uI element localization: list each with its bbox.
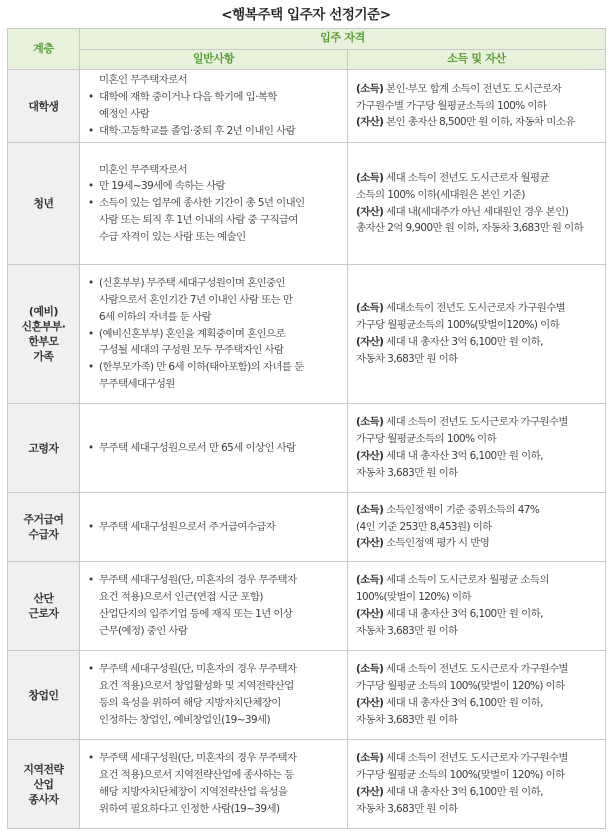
table-body [8, 70, 606, 829]
general-line: 요건 적용)으로서 지역전략산업에 종사하는 등 [99, 769, 294, 782]
income-assets-cell [348, 651, 606, 740]
general-line: 무주택세대구성원 [99, 377, 175, 390]
income-item [356, 300, 599, 334]
general-line: 근무(예정) 중인 사람 [99, 624, 188, 637]
category-label: 산업 [33, 777, 54, 791]
income-line [356, 801, 599, 818]
general-line: • 대학에 재학 중이거나 다음 학기에 입·복학 [99, 91, 277, 104]
category-label: 가족 [33, 350, 54, 363]
income-item [356, 334, 599, 368]
income-text: 세대 소득이 전년도 도시근로자 가구원수별 [386, 663, 568, 676]
general-cell [80, 70, 348, 143]
general-item [88, 661, 341, 728]
income-label: (자산) [356, 450, 384, 462]
category-cell [8, 651, 80, 740]
income-line [356, 114, 599, 131]
income-line [356, 767, 599, 784]
category-cell [8, 265, 80, 404]
income-label: (소득) [356, 82, 384, 95]
income-text: 세대 소득이 전년도 도시근로자 가구원수별 [386, 416, 568, 429]
general-line: • (한부모가족) 만 6세 이하(태아포함)의 자녀를 둔 [99, 361, 304, 374]
income-text: 세대 내(세대주가 아닌 세대원인 경우 본인) [386, 205, 569, 218]
income-line [356, 695, 599, 712]
income-assets-cell [348, 143, 606, 265]
general-item [88, 519, 341, 536]
income-text: 본인·부모 합계 소득이 전년도 도시근로자 [386, 82, 562, 95]
income-line [356, 678, 599, 695]
income-item [356, 535, 599, 552]
general-line: 예정인 사람 [99, 108, 150, 120]
income-text: 소득인정액 평가 시 반영 [386, 537, 490, 550]
income-line [356, 589, 599, 606]
category-label: 주거급여 [23, 513, 64, 526]
general-line: 미혼인 무주택자로서 [99, 163, 188, 176]
category-cell [8, 493, 80, 562]
general-cell [80, 265, 348, 404]
table-row [8, 143, 606, 265]
income-assets-cell [348, 562, 606, 651]
general-cell [80, 562, 348, 651]
table-row [8, 70, 606, 143]
income-line [356, 317, 599, 334]
category-label: (예비) [28, 305, 59, 318]
income-line [356, 502, 599, 519]
general-line: 사람 또는 퇴직 후 1년 이내의 사람 중 구직급여 [99, 213, 298, 226]
general-line: • 무주택 세대구성원(단, 미혼자의 경우 무주택자 [99, 574, 297, 587]
income-line [356, 431, 599, 448]
income-label: (소득) [356, 752, 384, 765]
income-label: (자산) [356, 786, 384, 798]
header-qualification: 입주 자격 [80, 29, 606, 50]
income-text: 세대 내 총자산 3억 6,100만 원 이하, [386, 450, 543, 462]
category-label: 산단 [33, 592, 54, 605]
income-text: 자동차 3,683만 원 이하 [356, 713, 458, 726]
income-label: (자산) [356, 608, 384, 620]
general-line: • (신혼부부) 무주택 세대구성원이며 혼인중인 [99, 277, 286, 290]
category-label: 지역전략 [23, 762, 64, 776]
income-text: 본인 총자산 8,500만 원 이하, 자동차 미소유 [386, 116, 575, 129]
income-item [356, 572, 599, 606]
income-text: 세대 내 총자산 3억 6,100만 원 이하, [386, 697, 543, 709]
general-item [88, 275, 341, 325]
general-item [88, 72, 341, 89]
table-row [8, 651, 606, 740]
income-line [356, 519, 599, 536]
general-line: • 소득이 있는 업무에 종사한 기간이 총 5년 이내인 [99, 197, 305, 210]
income-item [356, 695, 599, 729]
income-label: (소득) [356, 416, 384, 429]
category-cell [8, 562, 80, 651]
income-line [356, 187, 599, 204]
general-line: 사람으로서 혼인기간 7년 이내인 사람 또는 만 [99, 294, 293, 306]
general-item [88, 195, 341, 245]
general-item [88, 326, 341, 360]
income-line [356, 204, 599, 221]
income-label: (자산) [356, 116, 384, 129]
general-line: 위하여 필요하다고 인정한 사람(19~39세) [99, 802, 280, 815]
income-assets-cell [348, 404, 606, 493]
income-item [356, 114, 599, 131]
income-text: 소득인정액이 기준 중위소득의 47% [386, 503, 540, 516]
income-line [356, 623, 599, 640]
income-label: (소득) [356, 663, 384, 676]
income-text: 세대 소득이 전년도 도시근로자 월평균 [386, 171, 549, 184]
general-cell [80, 493, 348, 562]
general-cell [80, 740, 348, 829]
income-text: 자동차 3,683만 원 이하 [356, 466, 458, 479]
income-label: (소득) [356, 302, 384, 315]
category-cell [8, 740, 80, 829]
income-label: (자산) [356, 336, 384, 348]
income-item [356, 448, 599, 482]
general-line: • (예비신혼부부) 혼인을 계획중이며 혼인으로 [99, 327, 286, 340]
general-line: • 무주택 세대구성원으로서 주거급여수급자 [99, 520, 276, 533]
general-item [88, 572, 341, 639]
general-line: 6세 이하의 자녀를 둔 사람 [99, 310, 211, 323]
general-item [88, 162, 341, 179]
income-text: 세대 내 총자산 3억 6,100만 원 이하, [386, 336, 543, 348]
income-label: (자산) [356, 205, 384, 218]
general-line: 인정하는 창업인, 예비창업인(19~39세) [99, 713, 271, 726]
income-label: (자산) [356, 697, 384, 709]
income-line [356, 572, 599, 589]
income-text: 자동차 3,683만 원 이하 [356, 352, 458, 365]
income-line [356, 784, 599, 801]
general-cell [80, 143, 348, 265]
category-label: 신혼부부· [21, 320, 66, 333]
header-income-assets: 소득 및 자산 [348, 49, 606, 70]
income-line [356, 351, 599, 368]
category-label: 대학생 [28, 99, 59, 113]
income-item [356, 606, 599, 640]
category-label: 청년 [33, 197, 54, 210]
income-text: 100%(맞벌이 120%) 이하 [356, 591, 471, 604]
income-item [356, 204, 599, 238]
income-line [356, 712, 599, 729]
income-label: (소득) [356, 503, 384, 516]
category-label: 수급자 [28, 528, 59, 541]
general-cell [80, 404, 348, 493]
income-line [356, 465, 599, 482]
income-item [356, 414, 599, 448]
income-assets-cell [348, 70, 606, 143]
page-title: <행복주택 입주자 선정기준> [221, 7, 391, 23]
income-line [356, 414, 599, 431]
income-text: 세대 내 총자산 3억 6,100만 원 이하, [386, 786, 543, 798]
general-line: • 무주택 세대구성원으로서 만 65세 이상인 사람 [99, 441, 296, 454]
header-category: 계층 [8, 29, 80, 70]
table-row [8, 740, 606, 829]
general-line: 요건 적용)으로서 창업활성화 및 지역전략산업 [99, 680, 294, 693]
income-text: 세대소득이 전년도 도시근로자 가구원수별 [386, 302, 566, 315]
income-line [356, 81, 599, 98]
general-item [88, 123, 341, 140]
category-label: 창업인 [28, 688, 59, 702]
table-row [8, 493, 606, 562]
income-line [356, 661, 599, 678]
income-text: 가구원수별 가구당 월평균소득의 100% 이하 [356, 99, 547, 112]
income-text: 가구당 월평균 소득의 100%(맞벌이 120%) 이하 [356, 769, 565, 782]
table-row [8, 404, 606, 493]
income-text: 자동차 3,683만 원 이하 [356, 624, 458, 637]
income-text: (4인 기준 253만 8,453원) 이하 [356, 520, 492, 533]
income-line [356, 220, 599, 237]
general-line: • 무주택 세대구성원(단, 미혼자의 경우 무주택자 [99, 663, 297, 676]
category-label: 한부모 [28, 335, 59, 348]
income-text: 가구당 월평균소득의 100%(맞벌이120%) 이하 [356, 319, 560, 332]
header-general: 일반사항 [80, 49, 348, 70]
general-item [88, 178, 341, 195]
general-line: • 만 19세~39세에 속하는 사람 [99, 180, 226, 193]
income-line [356, 606, 599, 623]
income-line [356, 98, 599, 115]
general-line: 요건 적용)으로서 인근(연접 시군 포함) [99, 591, 263, 604]
table-row [8, 265, 606, 404]
income-text: 세대 소득이 도시근로자 월평균 소득의 [386, 574, 549, 587]
category-cell [8, 404, 80, 493]
criteria-table [7, 28, 606, 829]
income-text: 소득의 100% 이하(세대원은 본인 기준) [356, 188, 525, 201]
general-cell [80, 651, 348, 740]
category-cell [8, 70, 80, 143]
general-line: 미혼인 무주택자로서 [99, 74, 188, 87]
general-line: 수급 자격이 있는 사람 또는 예술인 [99, 230, 246, 243]
income-line [356, 170, 599, 187]
general-line: 등의 육성을 위하여 해당 지방자치단체장이 [99, 697, 281, 709]
income-label: (자산) [356, 537, 384, 550]
general-line: 산업단지의 입주기업 등에 재직 또는 1년 이상 [99, 608, 293, 620]
general-line: 해당 지방자치단체장이 지역전략산업 육성을 [99, 786, 288, 798]
general-item [88, 440, 341, 457]
income-item [356, 750, 599, 784]
general-item [88, 750, 341, 817]
general-line: 구성될 세대의 구성원 모두 무주택자인 사람 [99, 344, 284, 357]
income-item [356, 81, 599, 115]
income-line [356, 334, 599, 351]
income-text: 가구당 월평균소득의 100% 이하 [356, 433, 497, 446]
income-text: 총자산 2억 9,900만 원 이하, 자동차 3,683만 원 이하 [356, 222, 584, 235]
income-line [356, 750, 599, 767]
general-line: • 대학·고등학교를 졸업·중퇴 후 2년 이내인 사람 [99, 124, 296, 137]
general-item [88, 89, 341, 123]
income-item [356, 661, 599, 695]
income-assets-cell [348, 493, 606, 562]
income-label: (소득) [356, 171, 384, 184]
income-label: (소득) [356, 574, 384, 587]
income-line [356, 448, 599, 465]
income-item [356, 170, 599, 204]
income-item [356, 502, 599, 536]
income-line [356, 535, 599, 552]
income-line [356, 300, 599, 317]
income-text: 세대 내 총자산 3억 6,100만 원 이하, [386, 608, 543, 620]
income-text: 가구당 월평균 소득의 100%(맞벌이 120%) 이하 [356, 680, 565, 693]
category-label: 근로자 [28, 607, 59, 620]
general-line: • 무주택 세대구성원(단, 미혼자의 경우 무주택자 [99, 752, 297, 765]
income-text: 자동차 3,683만 원 이하 [356, 802, 458, 815]
income-item [356, 784, 599, 818]
income-assets-cell [348, 265, 606, 404]
category-label: 고령자 [28, 441, 59, 455]
category-cell [8, 143, 80, 265]
general-item [88, 359, 341, 393]
category-label: 종사자 [28, 792, 59, 806]
table-row [8, 562, 606, 651]
income-text: 세대 소득이 전년도 도시근로자 가구원수별 [386, 752, 568, 765]
income-assets-cell [348, 740, 606, 829]
